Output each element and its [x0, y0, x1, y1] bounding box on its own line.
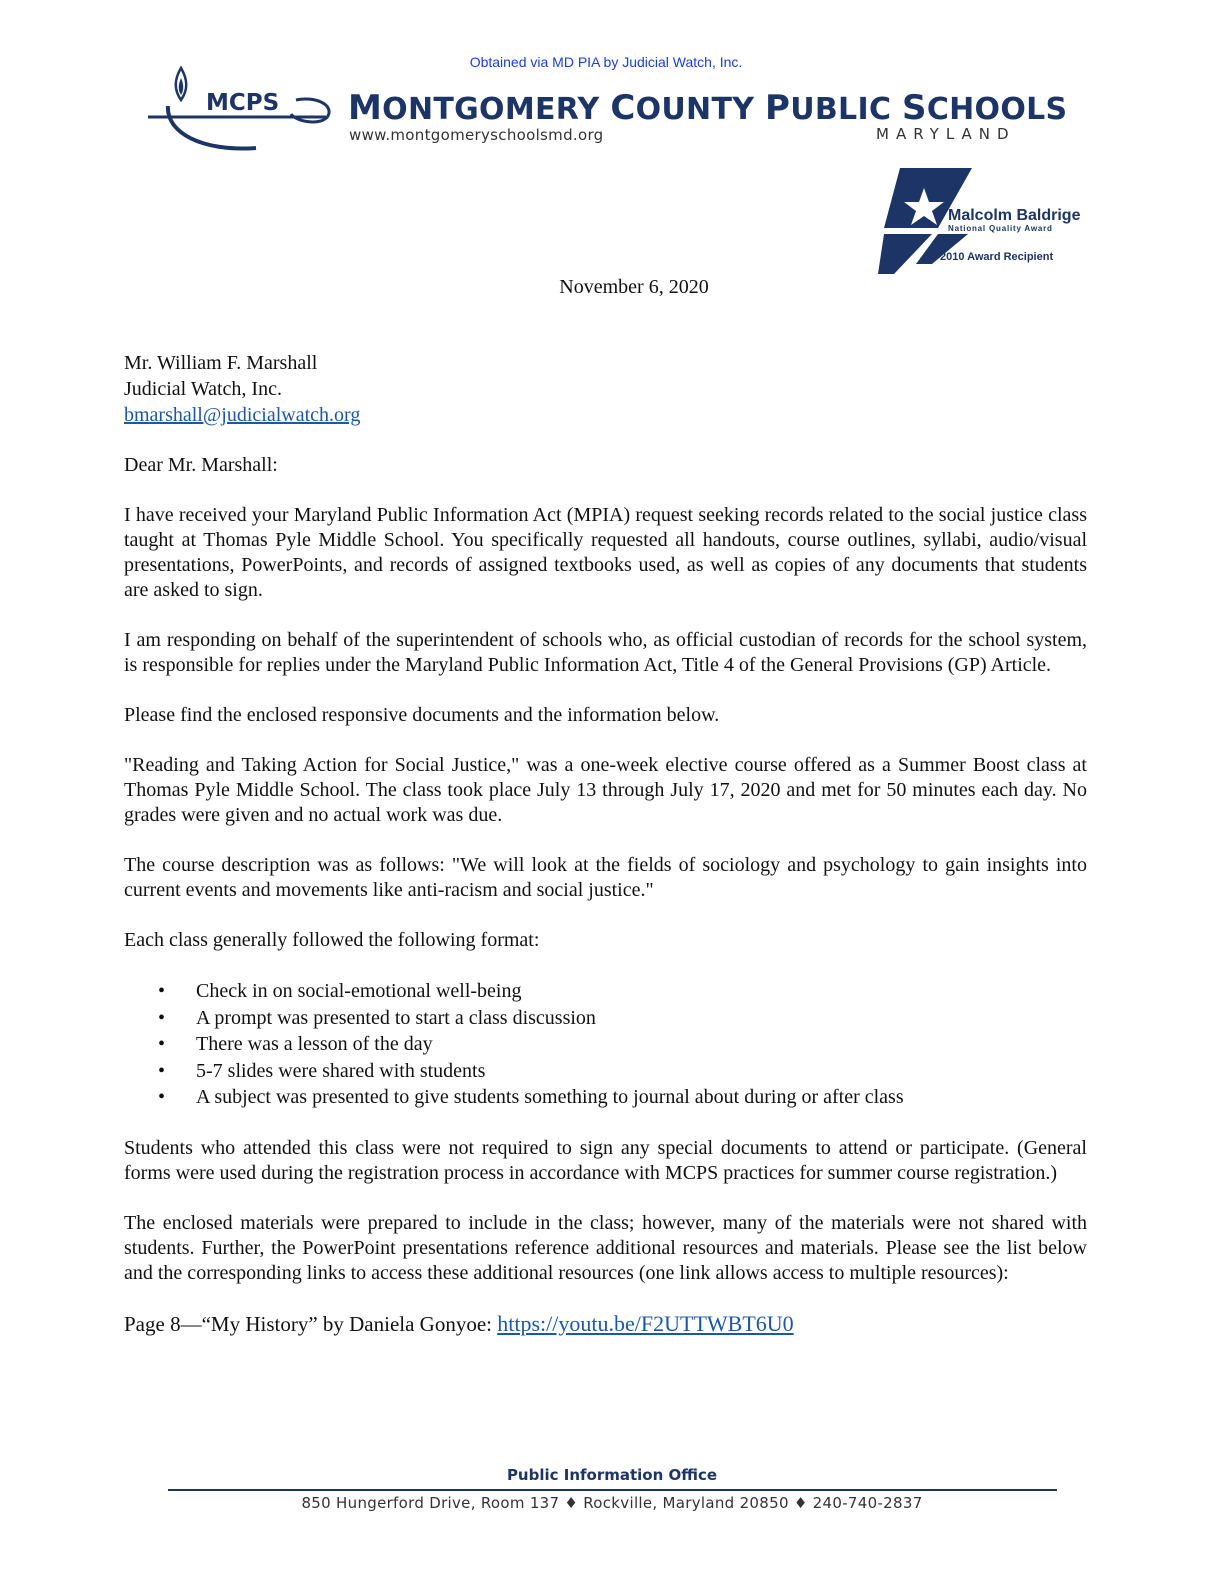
paragraph: I have received your Maryland Public Information Act (MPIA) request seeking records related to the social justice class taught at Thomas Pyle Middle School. You specifically requested all handouts, course outlines, syllabi, audio/visual presentations, PowerPoints, and records of assigned textbooks used, as well as copies of any documents that students are asked to sign. — [124, 504, 1087, 601]
resource-link[interactable]: https://youtu.be/F2UTTWBT6U0 — [497, 1310, 794, 1336]
paragraph: "Reading and Taking Action for Social Justice," was a one-week elective course offered as a Summer Boost class at Thomas Pyle Middle School. The class took place July 13 through July 17, 2020 and met for 50 minutes each day. No grades were given and no actual work was due. — [124, 754, 1087, 826]
list-item: • A subject was presented to give students something to journal about during or after class — [158, 1086, 904, 1108]
paragraph: Each class generally followed the following format: — [124, 929, 540, 951]
footer-office: Public Information Office — [506, 1466, 718, 1484]
watermark: Obtained via MD PIA by Judicial Watch, Inc. — [469, 54, 743, 70]
recipient-name: Mr. William F. Marshall — [124, 352, 318, 374]
award-subtitle: National Quality Award — [948, 224, 1053, 233]
paragraph: I am responding on behalf of the superintendent of schools who, as official custodian of records for the school system, is responsible for replies under the Maryland Public Information Act, Title 4 of the General Provisions (GP) Article. — [124, 629, 1087, 676]
recipient-address — [124, 350, 1087, 428]
footer-divider — [168, 1489, 1057, 1491]
paragraph: The enclosed materials were prepared to include in the class; however, many of the materials were not shared with students. Further, the PowerPoint presentations reference additional resources and materials. Please see the list below and the corresponding links to access these additional resources (one link allows access to multiple resources): — [124, 1211, 1087, 1284]
org-url: www.montgomeryschoolsmd.org — [349, 126, 604, 144]
award-name: Malcolm Baldrige — [948, 207, 1081, 224]
paragraph: The course description was as follows: "We will look at the fields of sociology and psychology to gain insights into current events and movements like anti-racism and social justice." — [124, 854, 1087, 901]
org-state: MARYLAND — [876, 125, 1016, 143]
resource-line — [124, 1311, 1087, 1337]
letter-date: November 6, 2020 — [559, 276, 709, 298]
list-item: • A prompt was presented to start a class discussion — [158, 1006, 596, 1029]
paragraph: Please find the enclosed responsive documents and the information below. — [124, 704, 720, 726]
resource-label: Page 8—“My History” by Daniela Gonyoe: — [124, 1311, 498, 1336]
award-recipient: 2010 Award Recipient — [940, 251, 1054, 263]
org-name: MONTGOMERY COUNTY PUBLIC SCHOOLS — [348, 88, 1068, 128]
letter-body — [124, 350, 1087, 1362]
recipient-org: Judicial Watch, Inc. — [124, 378, 282, 400]
paragraph: Students who attended this class were not required to sign any special documents to attend or participate. (General forms were used during the registration process in accordance with MCPS practices for summer course registration.) — [124, 1136, 1087, 1184]
logo-text: MCPS — [206, 90, 280, 116]
recipient-email-link[interactable]: bmarshall@judicialwatch.org — [124, 404, 361, 426]
list-item: • There was a lesson of the day — [158, 1033, 433, 1055]
format-list — [124, 978, 1087, 1111]
salutation: Dear Mr. Marshall: — [124, 454, 278, 476]
footer-address: 850 Hungerford Drive, Room 137 ♦ Rockville, Maryland 20850 ♦ 240-740-2837 — [301, 1494, 923, 1512]
list-item: • 5-7 slides were shared with students — [158, 1059, 486, 1082]
mcps-logo — [146, 60, 336, 155]
list-item: • Check in on social-emotional well-being — [158, 980, 522, 1002]
